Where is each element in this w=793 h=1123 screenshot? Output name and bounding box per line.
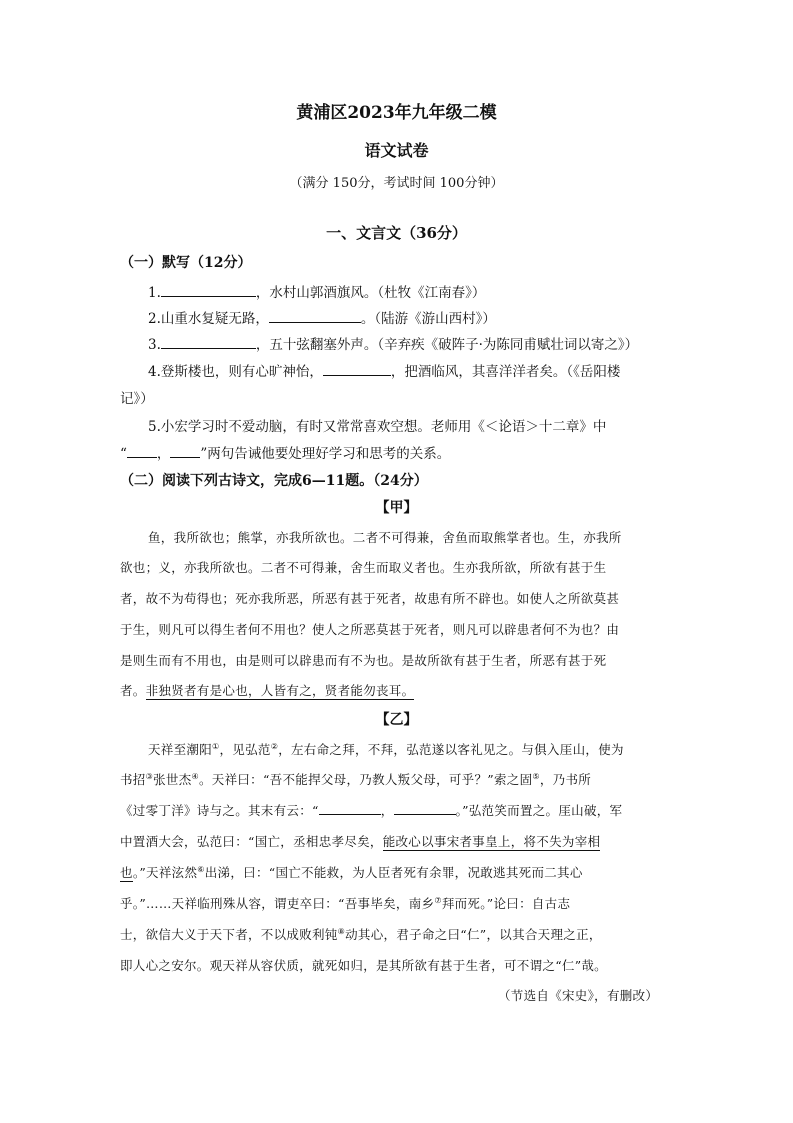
passage-jia-tag: 【甲】 [375, 500, 418, 516]
yi-line-8: 即人心之安尔。观天祥从容伏质，就死如归，是其所欲有甚于生者，可不谓之“仁”哉。 [120, 958, 607, 973]
section-title: 一、文言文（36分） [326, 224, 467, 242]
yi-blank-1[interactable] [319, 802, 381, 815]
q2-blank[interactable] [269, 310, 361, 323]
q2-source: 。（陆游《游山西村》） [360, 311, 496, 327]
yi-blank-2[interactable] [394, 802, 456, 815]
jia-line-5: 是则生而有不用也，由是则可以辟患而有不为也。是故所欲有甚于生者，所恶有甚于死 [120, 653, 607, 668]
yi-l2-b: 张世杰 [153, 772, 192, 787]
yi-l3-comma: ， [380, 803, 394, 818]
q4-text: 4.登斯楼也，则有心旷神怡， [148, 364, 323, 380]
q3-number: 3. [148, 337, 161, 353]
yi-l3-a: 《过零丁洋》诗与之。其末有云：“ [120, 803, 319, 818]
footnote-1-marker: ① [212, 741, 220, 751]
doc-subtitle: 语文试卷 [364, 141, 429, 160]
part1-title: （一）默写（12分） [120, 255, 252, 271]
question-4-line2: 记》） [120, 391, 154, 407]
q1-text: ，水村山郭酒旗风。（杜牧《江南春》） [255, 285, 486, 301]
yi-underlined-sentence: 能改心以事宋者事皇上，将不失为宰相 [382, 834, 601, 849]
passage-yi-tag: 【乙】 [375, 712, 418, 728]
jia-line-4: 于生，则凡可以得生者何不用也？使人之所恶莫甚于死者，则凡可以辟患者何不为也？由 [120, 622, 620, 637]
yi-l7-b: 动其心，君子命之曰“仁”，以其合天理之正， [345, 927, 602, 942]
question-5-line2 [120, 442, 450, 462]
jia-line-3: 者，故不为苟得也；死亦我所恶，所恶有甚于死者，故患有所不辟也。如使人之所欲莫甚 [120, 591, 620, 606]
question-3 [148, 333, 638, 353]
footnote-5-marker: ⑤ [532, 771, 540, 781]
q5-blank-2[interactable] [170, 445, 200, 458]
footnote-8-marker: ⑧ [337, 926, 346, 936]
q5-blank-1[interactable] [127, 445, 157, 458]
q3-blank[interactable] [161, 336, 256, 349]
yi-line-7 [120, 925, 602, 943]
yi-l2-c: 。天祥曰：“吾不能捍父母，乃教人叛父母，可乎？”索之固 [198, 772, 533, 787]
footnote-4-marker: ④ [191, 771, 199, 781]
question-1 [148, 281, 485, 301]
yi-line-4 [120, 832, 600, 850]
jia-line-6 [120, 681, 414, 699]
yi-l5-b: 出涕，曰：“国亡不能救，为人臣者死有余罪，况敢逃其死而二其心 [204, 865, 583, 880]
q4-blank[interactable] [323, 363, 391, 376]
yi-l6-b: 拜而死。”论曰：自古志 [441, 896, 571, 911]
yi-line-1 [148, 740, 624, 758]
q2-text: 2.山重水复疑无路， [148, 311, 269, 327]
yi-l1-b: ，见弘范 [219, 742, 271, 757]
q5-text: ”两句告诫他要处理好学习和思考的关系。 [200, 446, 451, 462]
yi-l4-a: 中置酒大会，弘范曰：“国亡，丞相忠孝尽矣， [120, 834, 383, 849]
part2-title: （二）阅读下列古诗文，完成6—11题。（24分） [120, 473, 428, 489]
footnote-7-marker: ⑦ [434, 895, 442, 905]
q5-open-quote: “ [120, 446, 127, 462]
yi-l2-d: ，乃书所 [539, 772, 592, 787]
q1-number: 1. [148, 285, 161, 301]
yi-l1-a: 天祥至潮阳 [148, 742, 213, 757]
yi-l3-b: 。”弘范笑而置之。厓山破，军 [455, 803, 623, 818]
jia-line-1: 鱼，我所欲也；熊掌，亦我所欲也。二者不可得兼，舍鱼而取熊掌者也。生，亦我所 [148, 530, 622, 545]
yi-l1-c: ，左右命之拜，不拜，弘范遂以客礼见之。与俱入厓山，使为 [278, 742, 624, 757]
q5-comma: ， [156, 446, 171, 462]
q3-text: ，五十弦翻塞外声。（辛弃疾《破阵子·为陈同甫赋壮词以寄之》） [255, 337, 639, 353]
yi-l6-a: 乎。”……天祥临刑殊从容，谓吏卒曰：“吾事毕矣，南乡 [120, 896, 435, 911]
yi-line-5 [120, 863, 583, 881]
footnote-2-marker: ② [270, 741, 279, 751]
yi-l7-a: 士，欲信大义于天下者，不以成败利钝 [120, 927, 338, 942]
footnote-3-marker: ③ [145, 771, 154, 781]
yi-line-6 [120, 894, 570, 912]
question-5: 5.小宏学习时不爱动脑，有时又常常喜欢空想。老师用《＜论语＞十二章》中 [148, 419, 607, 435]
exam-meta: （满分 150分，考试时间 100分钟） [289, 176, 504, 191]
question-4 [148, 360, 620, 380]
jia-line-2: 欲也；义，亦我所欲也。二者不可得兼，舍生而取义者也。生亦我所欲，所欲有甚于生 [120, 560, 607, 575]
q1-blank[interactable] [161, 284, 256, 297]
yi-line-2 [120, 770, 591, 788]
yi-l2-a: 书招 [120, 772, 146, 787]
doc-title: 黄浦区2023年九年级二模 [296, 103, 497, 123]
q4-text-2: ，把酒临风，其喜洋洋者矣。（《岳阳楼 [390, 364, 621, 380]
yi-line-3 [120, 801, 622, 819]
yi-l5-a: 。”天祥泫然 [132, 865, 198, 880]
passage-source: （节选自《宋史》，有删改） [498, 988, 659, 1003]
question-2 [148, 307, 496, 327]
jia-underlined-sentence: 非独贤者有是心也，人皆有之，贤者能勿丧耳。 [145, 683, 415, 698]
jia-line-6-text: 者。 [120, 683, 146, 698]
footnote-6-marker: ⑥ [197, 864, 205, 874]
yi-underlined-sentence-end: 也 [120, 865, 133, 880]
